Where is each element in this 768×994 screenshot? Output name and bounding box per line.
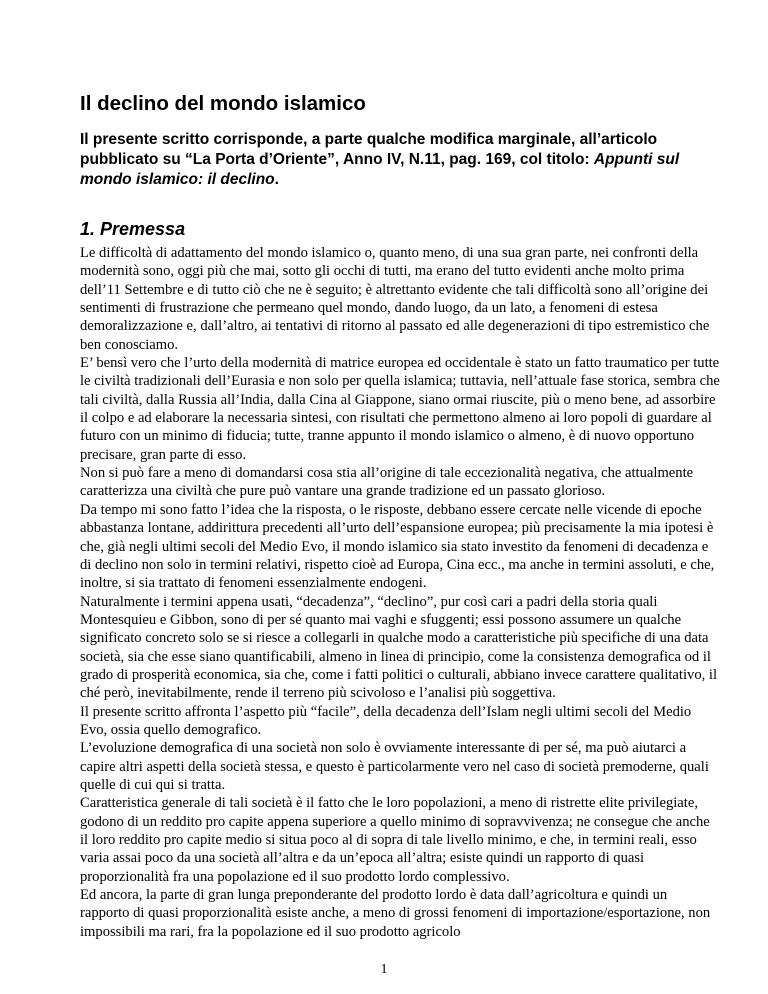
document-title: Il declino del mondo islamico [80,92,366,115]
paragraph: E’ bensì vero che l’urto della modernità di matrice europea ed occidentale è stato un fatto traumatico per tutte le civiltà tradizionali dell’Eurasia e non solo per quella islamica; tuttavia, nell’attuale fase storica, sembra che tali civiltà, dalla Russia all’India, dalla Cina al Giappone, siano ormai riuscite, più o meno bene, ad assorbire il colpo e ad elaborare la necessaria sintesi, con risultati che permettono almeno ai loro popoli di guardare al futuro con un minimo di fiducia; tutte, tranne appunto il mondo islamico o almeno, è di nuovo opportuno precisare, gran parte di esso. [80,355,720,463]
paragraph: Da tempo mi sono fatto l’idea che la risposta, o le risposte, debbano essere cercate nelle vicende di epoche abbastanza lontane, addirittura precedenti all’urto dell’espansione europea; più precisamente la mia ipotesi è che, già negli ultimi secoli del Medio Evo, il mondo islamico sia stato investito da fenomeni di decadenza e di declino non solo in termini relativi, rispetto cioè ad Europa, Cina ecc., ma anche in termini assoluti, e che, inoltre, si sia trattato di fenomeni essenzialmente endogeni. [80,501,715,592]
subtitle-text: Il presente scritto corrisponde, a parte qualche modifica marginale, all’articolo pubblicato su “La Porta d’Oriente”, Anno IV, N.11, pag. 169, col titolo: [80,131,658,168]
page-number: 1 [380,962,388,977]
subtitle-end: . [274,171,279,188]
paragraph: Caratteristica generale di tali società è il fatto che le loro popolazioni, a meno di ristrette elite privilegiate, godono di un reddito pro capite appena superiore a quello minimo di sopravvivenza; ne consegue che anche il loro reddito pro capite medio si situa poco al di sopra di tale livello minimo, e che, in termini reali, esso varia assai poco da una società all’altra e da un’epoca all’altra; esiste quindi un rapporto di quasi proporzionalità fra una popolazione ed il suo prodotto lordo complessivo. [80,795,710,885]
paragraph: Naturalmente i termini appena usati, “decadenza”, “declino”, pur così cari a padri della storia quali Montesquieu e Gibbon, sono di per sé quanto mai vaghi e sfuggenti; essi possono assumere un qualche significato concreto solo se si riesce a collegarli in qualche modo a caratteristiche più specifiche di una data società, sia che esse siano quantificabili, almeno in linea di principio, come la consistenza demografica od il grado di prosperità economica, sia che, come i fatti politici o culturali, abbiano invece carattere qualitativo, il ché però, inevitabilmente, rende il terreno più scivoloso e l’analisi più soggettiva. [80,593,718,702]
paragraph: Le difficoltà di adattamento del mondo islamico o, quanto meno, di una sua gran parte, nei confronti della modernità sono, oggi più che mai, sotto gli occhi di tutti, ma erano del tutto evidenti anche molto prima dell’11 Settembre e di tutto ciò che ne è seguito; è altrettanto evidente che tali difficoltà sono all’origine dei sentimenti di frustrazione che permeano quel mondo, dando luogo, da un lato, a fenomeni di estesa demoralizzazione e, dall’altro, ai tentativi di ritorno al passato ed alle degenerazioni di tipo estremistico che ben conosciamo. [80,245,710,353]
paragraph: Ed ancora, la parte di gran lunga preponderante del prodotto lordo è data dall’agricoltura e quindi un rapporto di quasi proporzionalità esiste anche, a meno di grossi fenomeni di importazione/esportazione, non impossibili ma rari, fra la popolazione ed il suo prodotto agricolo [80,887,711,940]
paragraph: L’evoluzione demografica di una società non solo è ovviamente interessante di per sé, ma può aiutarci a capire altri aspetti della società stessa, e questo è particolarmente vero nel caso di società premoderne, quali quelle di cui qui si tratta. [80,740,709,793]
document-subtitle [80,130,720,190]
section-heading: 1. Premessa [80,219,186,239]
paragraph: Il presente scritto affronta l’aspetto più “facile”, della decadenza dell’Islam negli ultimi secoli del Medio Evo, ossia quello demografico. [80,703,692,738]
body-text [80,244,720,941]
subtitle-article-title: Appunti sul mondo islamico: il declino [80,151,680,188]
paragraph: Non si può fare a meno di domandarsi cosa stia all’origine di tale eccezionalità negativa, che attualmente caratterizza una civiltà che pure può vantare una grande tradizione ed un passato glorioso. [80,465,694,500]
